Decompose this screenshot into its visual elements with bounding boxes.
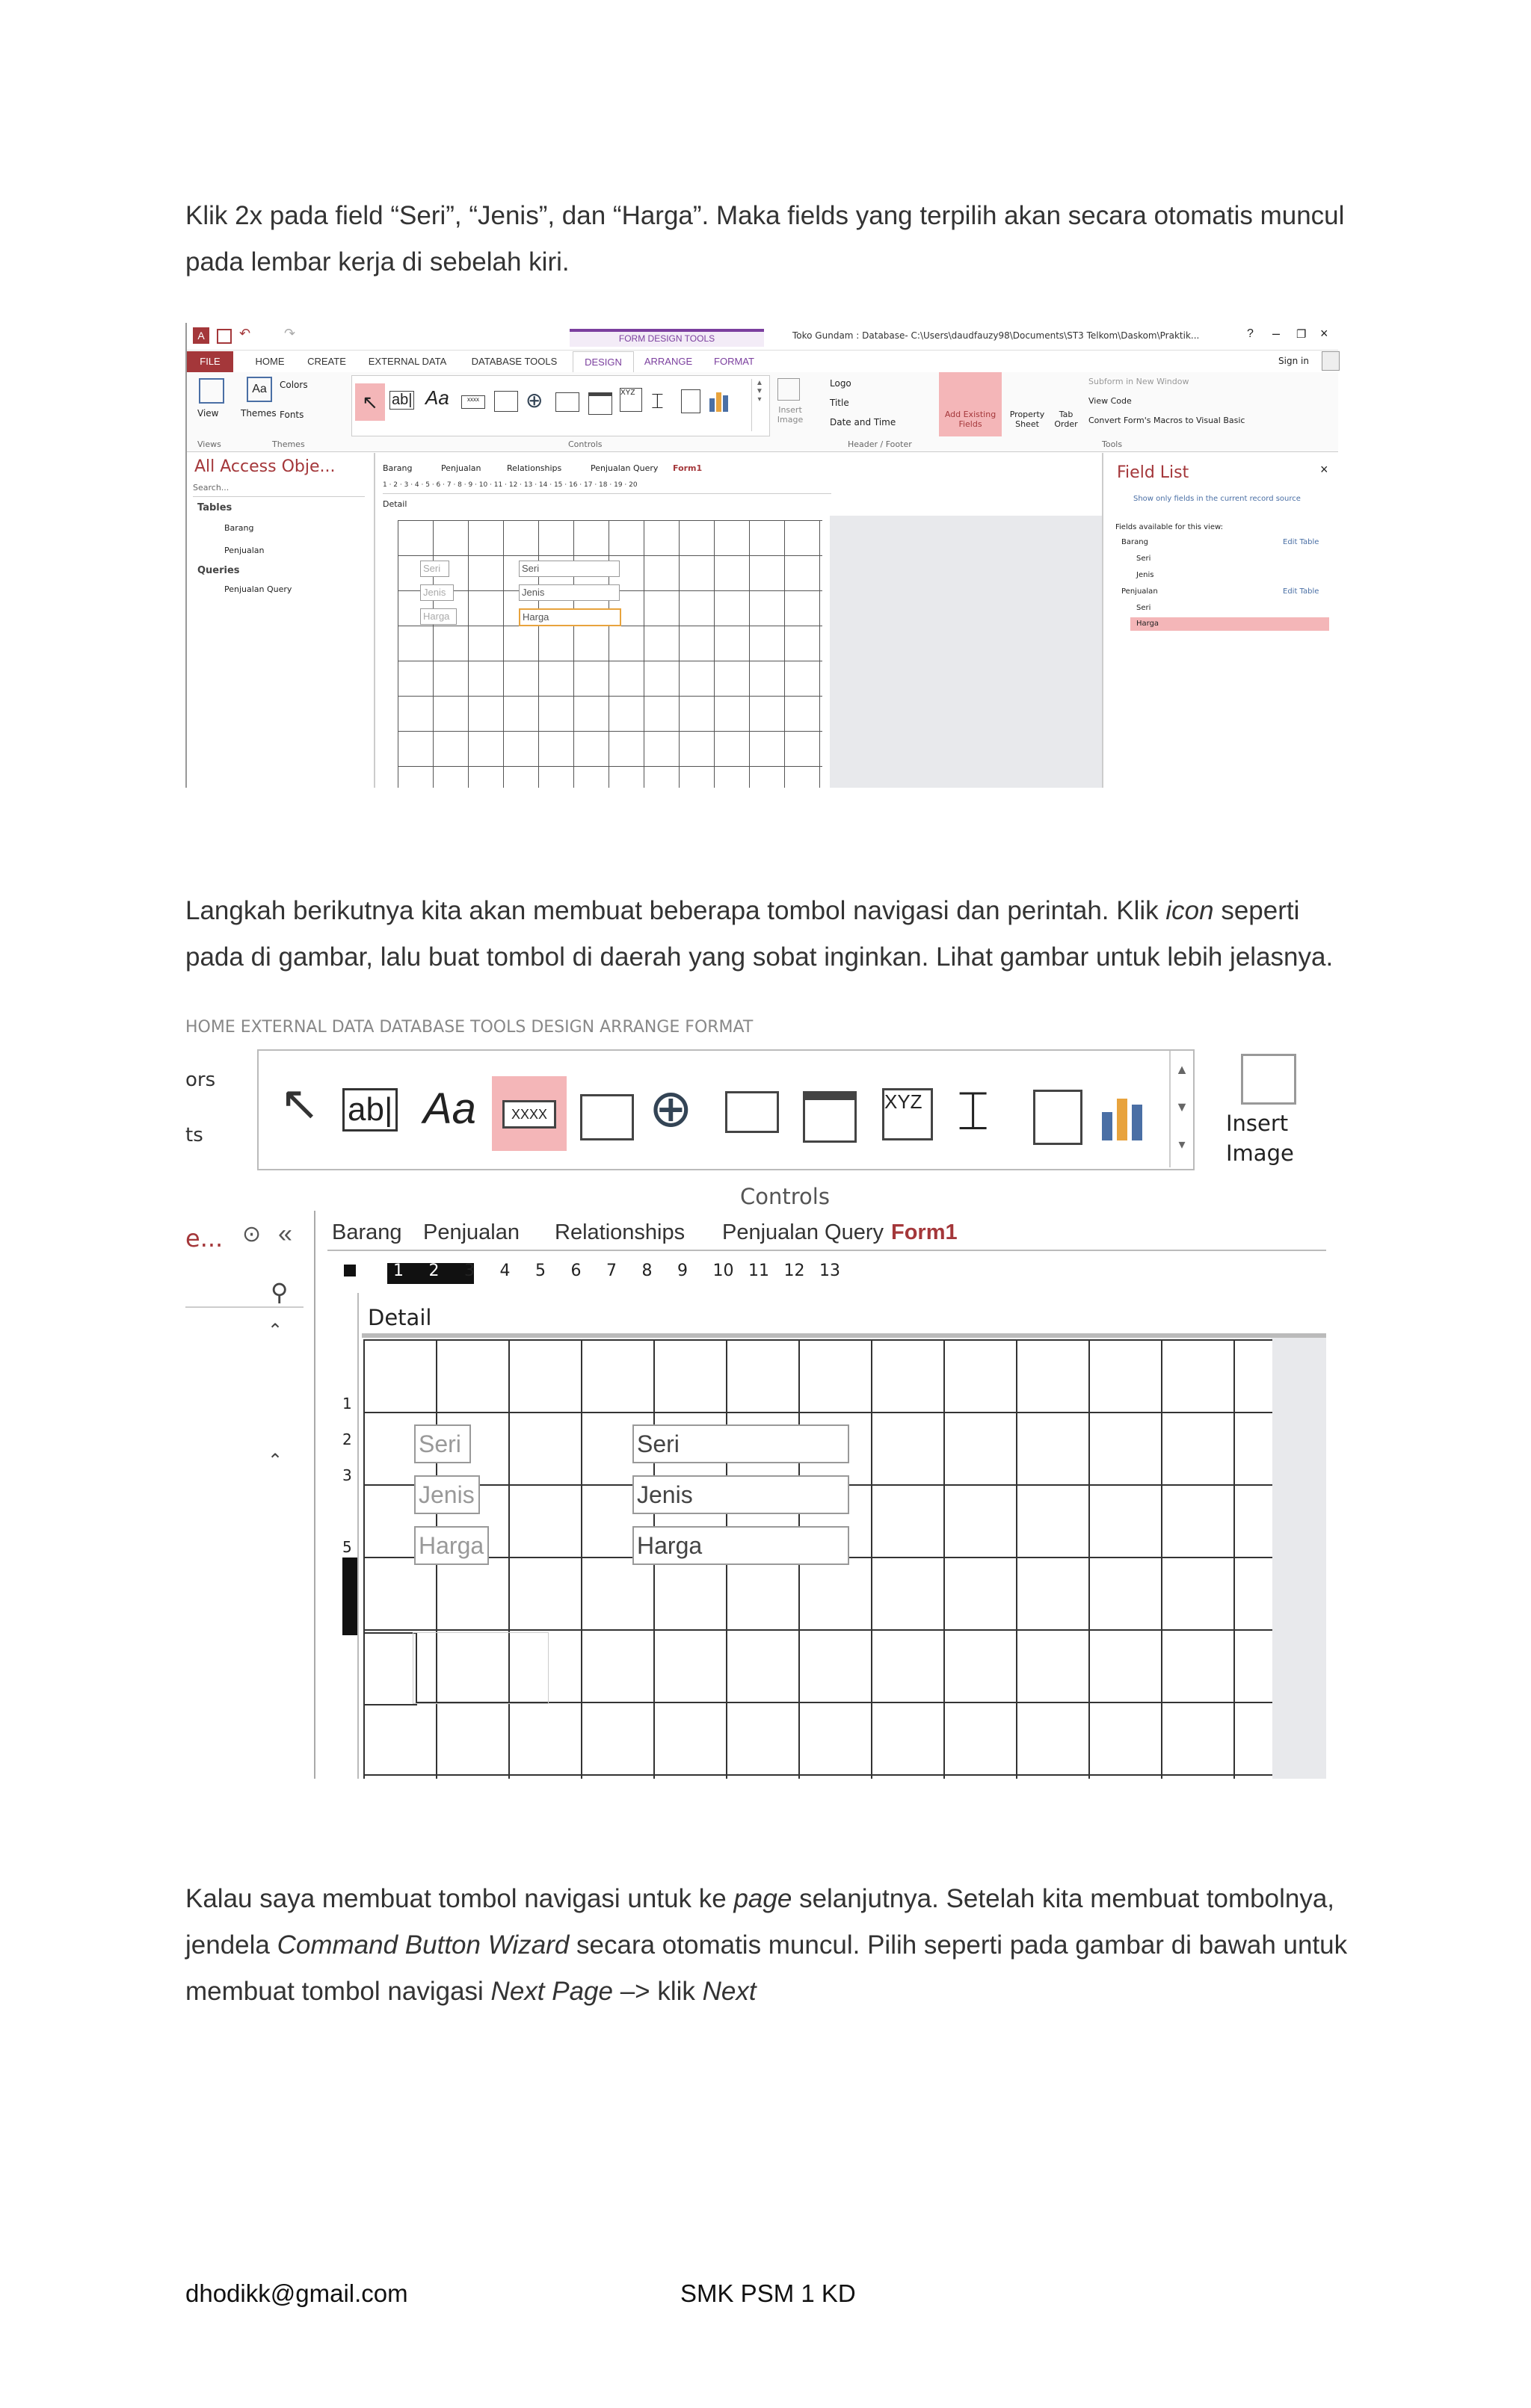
- redo-icon[interactable]: ↷: [284, 326, 296, 341]
- close-icon[interactable]: ×: [1320, 326, 1328, 341]
- paragraph-3-italic-next: Next: [702, 1977, 757, 2006]
- label-icon[interactable]: Aa: [425, 386, 449, 409]
- ruler-number: 10: [712, 1262, 734, 1280]
- field-list-title: Field List: [1117, 463, 1189, 482]
- access-logo-icon: A: [193, 327, 209, 344]
- doc-tab-barang[interactable]: Barang: [383, 463, 413, 473]
- field-table-barang[interactable]: Barang: [1121, 538, 1148, 546]
- horizontal-ruler: 1 · 2 · 3 · 4 · 5 · 6 · 7 · 8 · 9 · 10 · 11 · 12 · 13 · 14 · 15 · 16 · 17 · 18 · 19 · 20: [383, 481, 831, 494]
- textbox-jenis[interactable]: Jenis: [519, 584, 620, 601]
- ruler-number: 7: [606, 1262, 617, 1280]
- navigation-icon[interactable]: [803, 1091, 857, 1143]
- field-penjualan-seri[interactable]: Seri: [1136, 604, 1151, 612]
- show-only-fields-link[interactable]: Show only fields in the current record source: [1133, 495, 1301, 503]
- paragraph-3-italic-nextpage: Next Page: [490, 1977, 613, 2006]
- vruler-selection-highlight: [342, 1558, 357, 1635]
- ruler-number: 5: [535, 1262, 546, 1280]
- textbox-icon[interactable]: ab|: [342, 1088, 398, 1132]
- paragraph-3-text-b: selanjutnya. Setelah kita membuat tombolnya, jendela: [185, 1884, 1335, 1960]
- group-views: Views: [197, 439, 221, 449]
- hyperlink-icon[interactable]: ⊕: [526, 389, 543, 412]
- chart-icon[interactable]: [709, 391, 732, 412]
- ruler-number: 8: [641, 1262, 653, 1280]
- paragraph-2-italic: icon: [1165, 896, 1214, 925]
- property-sheet-button[interactable]: Property Sheet: [1009, 410, 1045, 429]
- option-group-icon[interactable]: XYZ: [620, 388, 642, 412]
- tab-control-icon[interactable]: [494, 391, 518, 412]
- ruler-number: 13: [819, 1262, 840, 1280]
- paragraph-3-italic-wizard: Command Button Wizard: [277, 1930, 570, 1960]
- doc-tab-form1[interactable]: Form1: [891, 1220, 958, 1244]
- tab-database-tools[interactable]: DATABASE TOOLS: [471, 356, 558, 367]
- controls-gallery: [351, 375, 770, 436]
- ruler-number: 2: [428, 1262, 440, 1280]
- tab-file[interactable]: FILE: [187, 351, 233, 372]
- collapse-queries-icon[interactable]: ⌃: [268, 1451, 283, 1471]
- doc-tab-barang[interactable]: Barang: [332, 1220, 402, 1244]
- paragraph-2-text-b: seperti pada di gambar, lalu buat tombol di daerah yang sobat inginkan. Lihat gambar untuk lebih jelasnya.: [185, 896, 1334, 972]
- logo-button[interactable]: Logo: [830, 378, 851, 389]
- window-title: Toko Gundam : Database- C:\Users\daudfauzy98\Documents\ST3 Telkom\Daskom\Praktik...: [792, 330, 1200, 341]
- paragraph-2: [185, 888, 1352, 981]
- gallery-scroll-icon[interactable]: ▲ ▼ ▾: [751, 379, 767, 431]
- chart-icon[interactable]: [1102, 1093, 1154, 1140]
- tab-strip-divider: [327, 1250, 1326, 1251]
- tab-external-data[interactable]: EXTERNAL DATA: [368, 356, 447, 367]
- vruler-number: 2: [342, 1430, 352, 1448]
- group-themes: Themes: [272, 439, 305, 449]
- nav-pane-title-cut[interactable]: e...: [185, 1224, 224, 1253]
- fonts-label[interactable]: Fonts: [280, 410, 304, 420]
- vruler-number: 5: [342, 1538, 352, 1556]
- new-button-placeholder[interactable]: [363, 1632, 417, 1705]
- tab-create[interactable]: CREATE: [307, 356, 346, 367]
- vertical-ruler: [332, 1293, 359, 1779]
- paragraph-3: [185, 1876, 1352, 2015]
- navigation-pane: [187, 453, 375, 788]
- paragraph-1-text: Klik 2x pada field “Seri”, “Jenis”, dan “Harga”. Maka fields yang terpilih akan secara otomatis muncul pada lembar kerja di sebelah kiri.: [185, 201, 1345, 277]
- detail-section-label: Detail: [368, 1305, 432, 1330]
- combo-box-icon[interactable]: [1033, 1090, 1082, 1145]
- ruler-number: 1: [393, 1262, 404, 1280]
- paragraph-1: [185, 193, 1352, 285]
- doc-tab-form1[interactable]: Form1: [673, 463, 703, 473]
- tab-home[interactable]: HOME: [255, 356, 285, 367]
- button-drag-outline: [413, 1632, 549, 1704]
- textbox-seri[interactable]: Seri: [632, 1424, 849, 1463]
- nav-table-penjualan[interactable]: Penjualan: [224, 546, 265, 555]
- minimize-icon[interactable]: –: [1272, 326, 1281, 341]
- option-group-icon[interactable]: XYZ: [882, 1088, 933, 1140]
- undo-icon[interactable]: ↶: [239, 326, 251, 341]
- textbox-seri[interactable]: Seri: [519, 561, 620, 577]
- controls-gallery-zoomed: [257, 1049, 1195, 1170]
- web-browser-icon[interactable]: [555, 392, 579, 412]
- hyperlink-icon[interactable]: ⊕: [649, 1079, 693, 1137]
- date-time-button[interactable]: Date and Time: [830, 417, 896, 427]
- fields-available-label: Fields available for this view:: [1115, 523, 1223, 531]
- horizontal-ruler: [335, 1259, 1326, 1288]
- ruler-number: 11: [748, 1262, 769, 1280]
- field-barang-jenis[interactable]: Jenis: [1136, 571, 1154, 579]
- ribbon: [187, 372, 1338, 452]
- group-header-footer: Header / Footer: [848, 439, 912, 449]
- label-jenis[interactable]: Jenis: [420, 584, 454, 601]
- detail-section-bar: [362, 1333, 1326, 1338]
- title-bar: [187, 323, 1338, 351]
- form-selector-icon[interactable]: [344, 1265, 356, 1276]
- web-browser-icon[interactable]: [725, 1091, 779, 1133]
- footer-email: dhodikk@gmail.com: [185, 2279, 408, 2307]
- select-pointer-icon[interactable]: ↖: [280, 1076, 320, 1130]
- insert-label[interactable]: Insert: [1226, 1111, 1289, 1136]
- combo-box-icon[interactable]: [681, 389, 700, 413]
- side-colors-label[interactable]: ors: [185, 1069, 216, 1091]
- title-button[interactable]: Title: [830, 398, 849, 408]
- ruler-number: 12: [783, 1262, 805, 1280]
- view-icon[interactable]: [199, 378, 224, 404]
- screenshot-controls-zoomed: [185, 1018, 1326, 1779]
- edit-table-penjualan-link[interactable]: Edit Table: [1283, 587, 1319, 596]
- select-pointer-icon[interactable]: ↖: [355, 383, 385, 421]
- textbox-icon[interactable]: ab|: [389, 391, 414, 410]
- vruler-number: 3: [342, 1466, 352, 1484]
- save-icon[interactable]: [217, 329, 232, 344]
- insert-image-label[interactable]: Insert Image: [777, 405, 804, 425]
- navigation-icon[interactable]: [588, 392, 612, 415]
- add-existing-fields-button[interactable]: Add Existing Fields: [939, 372, 1002, 436]
- button-icon[interactable]: xxxx: [461, 395, 485, 409]
- ruler-number: 4: [499, 1262, 511, 1280]
- label-jenis[interactable]: Jenis: [414, 1475, 480, 1514]
- doc-tab-relationships[interactable]: Relationships: [555, 1220, 686, 1244]
- vruler-number: 4: [342, 1502, 352, 1520]
- themes-icon[interactable]: Aa: [247, 377, 272, 402]
- paragraph-3-text-c: secara otomatis muncul. Pilih seperti pada gambar di bawah untuk membuat tombol navigasi: [185, 1930, 1348, 2006]
- label-harga[interactable]: Harga: [414, 1526, 489, 1565]
- label-icon[interactable]: Aa: [423, 1084, 476, 1133]
- doc-tab-penjualan-query[interactable]: Penjualan Query: [591, 463, 659, 473]
- vruler-number: 1: [342, 1395, 352, 1413]
- field-list-close-icon[interactable]: ×: [1320, 462, 1328, 477]
- nav-table-barang[interactable]: Barang: [224, 523, 254, 533]
- nav-queries-header[interactable]: Queries: [197, 565, 240, 576]
- paragraph-3-text-a: Kalau saya membuat tombol navigasi untuk ke: [185, 1884, 734, 1913]
- tab-order-button[interactable]: Tab Order: [1054, 410, 1078, 429]
- textbox-harga[interactable]: Harga: [632, 1526, 849, 1565]
- pane-splitter[interactable]: [314, 1211, 315, 1779]
- field-list-pane: [1102, 453, 1340, 788]
- detail-section-label: Detail: [383, 499, 407, 509]
- footer-school: SMK PSM 1 KD: [680, 2279, 856, 2307]
- ruler-number: 6: [570, 1262, 582, 1280]
- view-label[interactable]: View: [197, 408, 219, 419]
- view-code-button[interactable]: View Code: [1088, 396, 1132, 406]
- nav-query-penjualan[interactable]: Penjualan Query: [224, 584, 292, 594]
- screenshot-access-form-design: [185, 323, 1338, 788]
- insert-image-icon[interactable]: [1241, 1054, 1296, 1105]
- context-tab-label: FORM DESIGN TOOLS: [570, 329, 764, 347]
- tab-arrange[interactable]: ARRANGE: [644, 356, 693, 367]
- convert-macros-button[interactable]: Convert Form's Macros to Visual Basic: [1088, 416, 1245, 425]
- gallery-scroll-icon[interactable]: ▲ ▼ ▾: [1169, 1051, 1193, 1167]
- label-seri[interactable]: Seri: [420, 561, 449, 577]
- doc-tab-penjualan[interactable]: Penjualan: [423, 1220, 520, 1244]
- collapse-pane-icon[interactable]: «: [278, 1220, 292, 1248]
- tab-format[interactable]: FORMAT: [714, 356, 754, 367]
- label-harga[interactable]: Harga: [420, 608, 457, 625]
- search-icon[interactable]: ⚲: [271, 1279, 289, 1306]
- restore-icon[interactable]: ❐: [1296, 328, 1307, 341]
- help-icon[interactable]: ?: [1247, 327, 1254, 340]
- ruler-number: 3: [464, 1262, 475, 1280]
- nav-search-input[interactable]: Search...: [193, 483, 365, 497]
- nav-pane-title[interactable]: All Access Obje...: [194, 457, 336, 476]
- sign-in-link[interactable]: Sign in: [1278, 356, 1309, 366]
- paragraph-2-text-a: Langkah berikutnya kita akan membuat beberapa tombol navigasi dan perintah. Klik: [185, 896, 1166, 925]
- label-seri[interactable]: Seri: [414, 1424, 471, 1463]
- textbox-harga[interactable]: Harga: [519, 608, 621, 626]
- button-icon[interactable]: XXXX: [502, 1100, 556, 1129]
- doc-tab-penjualan[interactable]: Penjualan: [441, 463, 481, 473]
- page-break-icon[interactable]: ⌶: [957, 1081, 990, 1141]
- insert-image-icon[interactable]: [777, 378, 800, 401]
- avatar: [1322, 351, 1340, 371]
- paragraph-3-text-d: –> klik: [612, 1977, 703, 2006]
- edit-table-barang-link[interactable]: Edit Table: [1283, 538, 1319, 546]
- field-barang-seri[interactable]: Seri: [1136, 555, 1151, 563]
- controls-group-label: Controls: [740, 1184, 830, 1209]
- subform-new-window-button[interactable]: Subform in New Window: [1088, 377, 1189, 386]
- colors-label[interactable]: Colors: [280, 380, 308, 390]
- group-controls: Controls: [568, 439, 603, 449]
- nav-pane-menu-icon[interactable]: ⊙: [242, 1222, 262, 1247]
- paragraph-3-italic-page: page: [733, 1884, 792, 1913]
- tab-design[interactable]: DESIGN: [573, 351, 634, 373]
- field-table-penjualan[interactable]: Penjualan: [1121, 587, 1158, 596]
- themes-label[interactable]: Themes: [241, 408, 277, 419]
- group-tools: Tools: [1102, 439, 1123, 449]
- ruler-number: 9: [677, 1262, 688, 1280]
- cut-off-tab-row: HOME EXTERNAL DATA DATABASE TOOLS DESIGN ARRANGE FORMAT: [185, 1018, 754, 1037]
- textbox-jenis[interactable]: Jenis: [632, 1475, 849, 1514]
- page-break-icon[interactable]: ⌶: [651, 389, 664, 413]
- collapse-tables-icon[interactable]: ⌃: [268, 1321, 283, 1341]
- side-fonts-label[interactable]: ts: [185, 1124, 203, 1146]
- form-canvas-background: [1271, 1338, 1326, 1779]
- field-penjualan-harga[interactable]: Harga: [1130, 617, 1329, 631]
- image-label[interactable]: Image: [1226, 1140, 1294, 1166]
- tab-control-icon[interactable]: [580, 1094, 634, 1140]
- doc-tab-relationships[interactable]: Relationships: [507, 463, 562, 473]
- nav-tables-header[interactable]: Tables: [197, 502, 232, 513]
- doc-tab-penjualan-query[interactable]: Penjualan Query: [722, 1220, 884, 1244]
- button-control-highlight[interactable]: [492, 1076, 567, 1151]
